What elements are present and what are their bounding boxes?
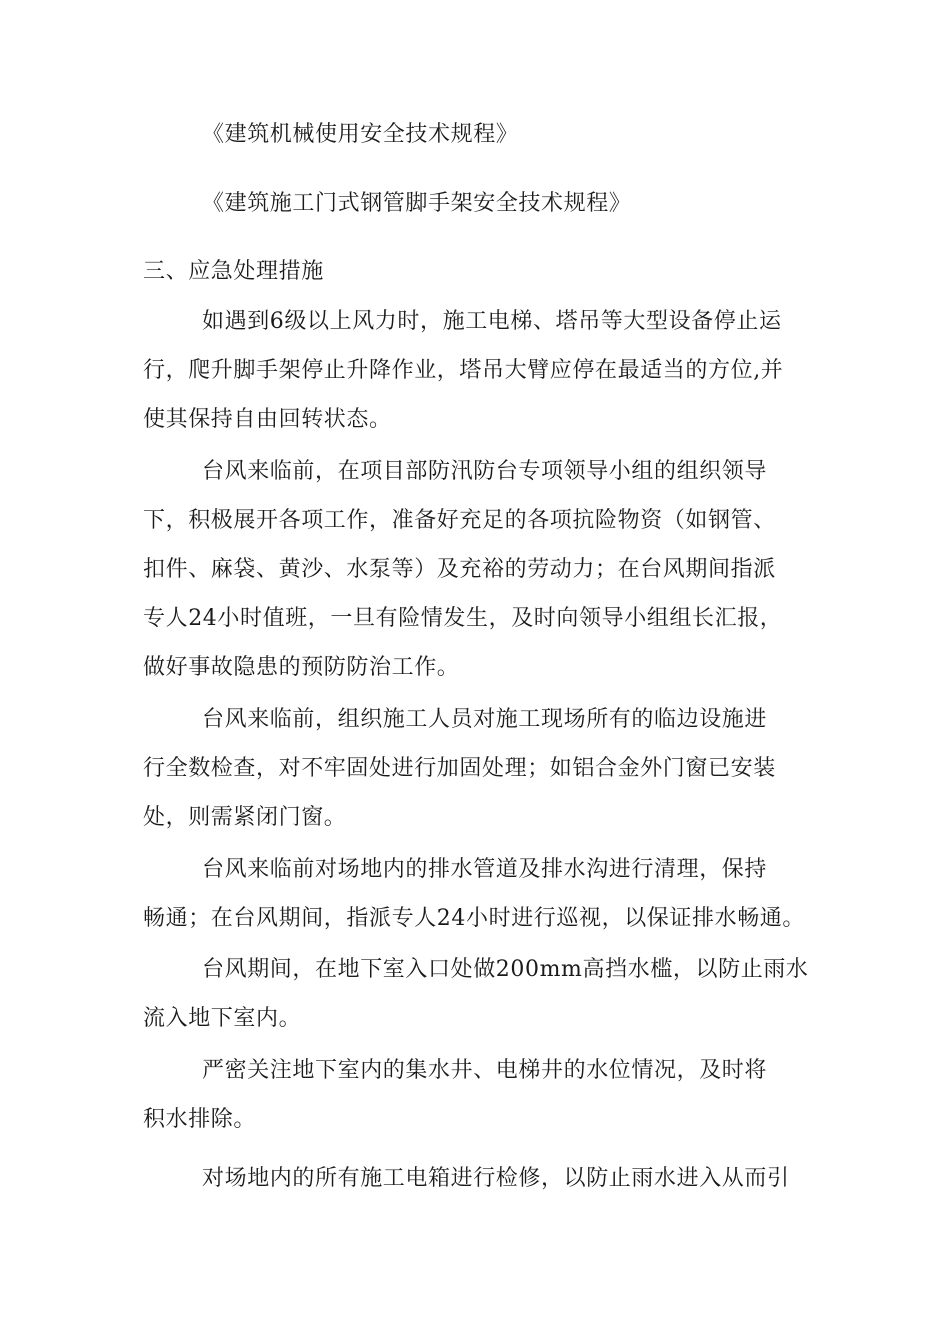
paragraph-line: 台风来临前，在项目部防汛防台专项领导小组的组织领导 <box>202 459 768 484</box>
paragraph-line: 台风来临前，组织施工人员对施工现场所有的临边设施进 <box>202 707 768 732</box>
reference-title-1: 《建筑机械使用安全技术规程》 <box>202 122 519 147</box>
paragraph-line: 畅通；在台风期间，指派专人24小时进行巡视，以保证排水畅通。 <box>143 906 805 931</box>
paragraph-line: 处，则需紧闭门窗。 <box>143 805 347 830</box>
paragraph-line: 对场地内的所有施工电箱进行检修，以防止雨水进入从而引 <box>202 1166 790 1191</box>
paragraph-line: 做好事故隐患的预防防治工作。 <box>143 655 460 680</box>
paragraph-line: 下，积极展开各项工作，准备好充足的各项抗险物资（如钢管、 <box>143 508 776 533</box>
paragraph-line: 如遇到6级以上风力时，施工电梯、塔吊等大型设备停止运 <box>202 309 782 334</box>
section-heading: 三、应急处理措施 <box>143 259 324 284</box>
paragraph-line: 使其保持自由回转状态。 <box>143 407 392 432</box>
paragraph-line: 台风期间，在地下室入口处做200mm高挡水槛，以防止雨水 <box>202 957 809 982</box>
reference-title-2: 《建筑施工门式钢管脚手架安全技术规程》 <box>202 191 632 216</box>
paragraph-line: 行全数检查，对不牢固处进行加固处理；如铝合金外门窗已安装 <box>143 756 776 781</box>
paragraph-line: 专人24小时值班，一旦有险情发生，及时向领导小组组长汇报， <box>143 606 783 631</box>
paragraph-line: 台风来临前对场地内的排水管道及排水沟进行清理，保持 <box>202 857 768 882</box>
paragraph-line: 行，爬升脚手架停止升降作业，塔吊大臂应停在最适当的方位,并 <box>143 358 784 383</box>
paragraph-line: 扣件、麻袋、黄沙、水泵等）及充裕的劳动力；在台风期间指派 <box>143 557 776 582</box>
paragraph-line: 流入地下室内。 <box>143 1006 302 1031</box>
paragraph-line: 积水排除。 <box>143 1107 257 1132</box>
paragraph-line: 严密关注地下室内的集水井、电梯井的水位情况，及时将 <box>202 1058 768 1083</box>
